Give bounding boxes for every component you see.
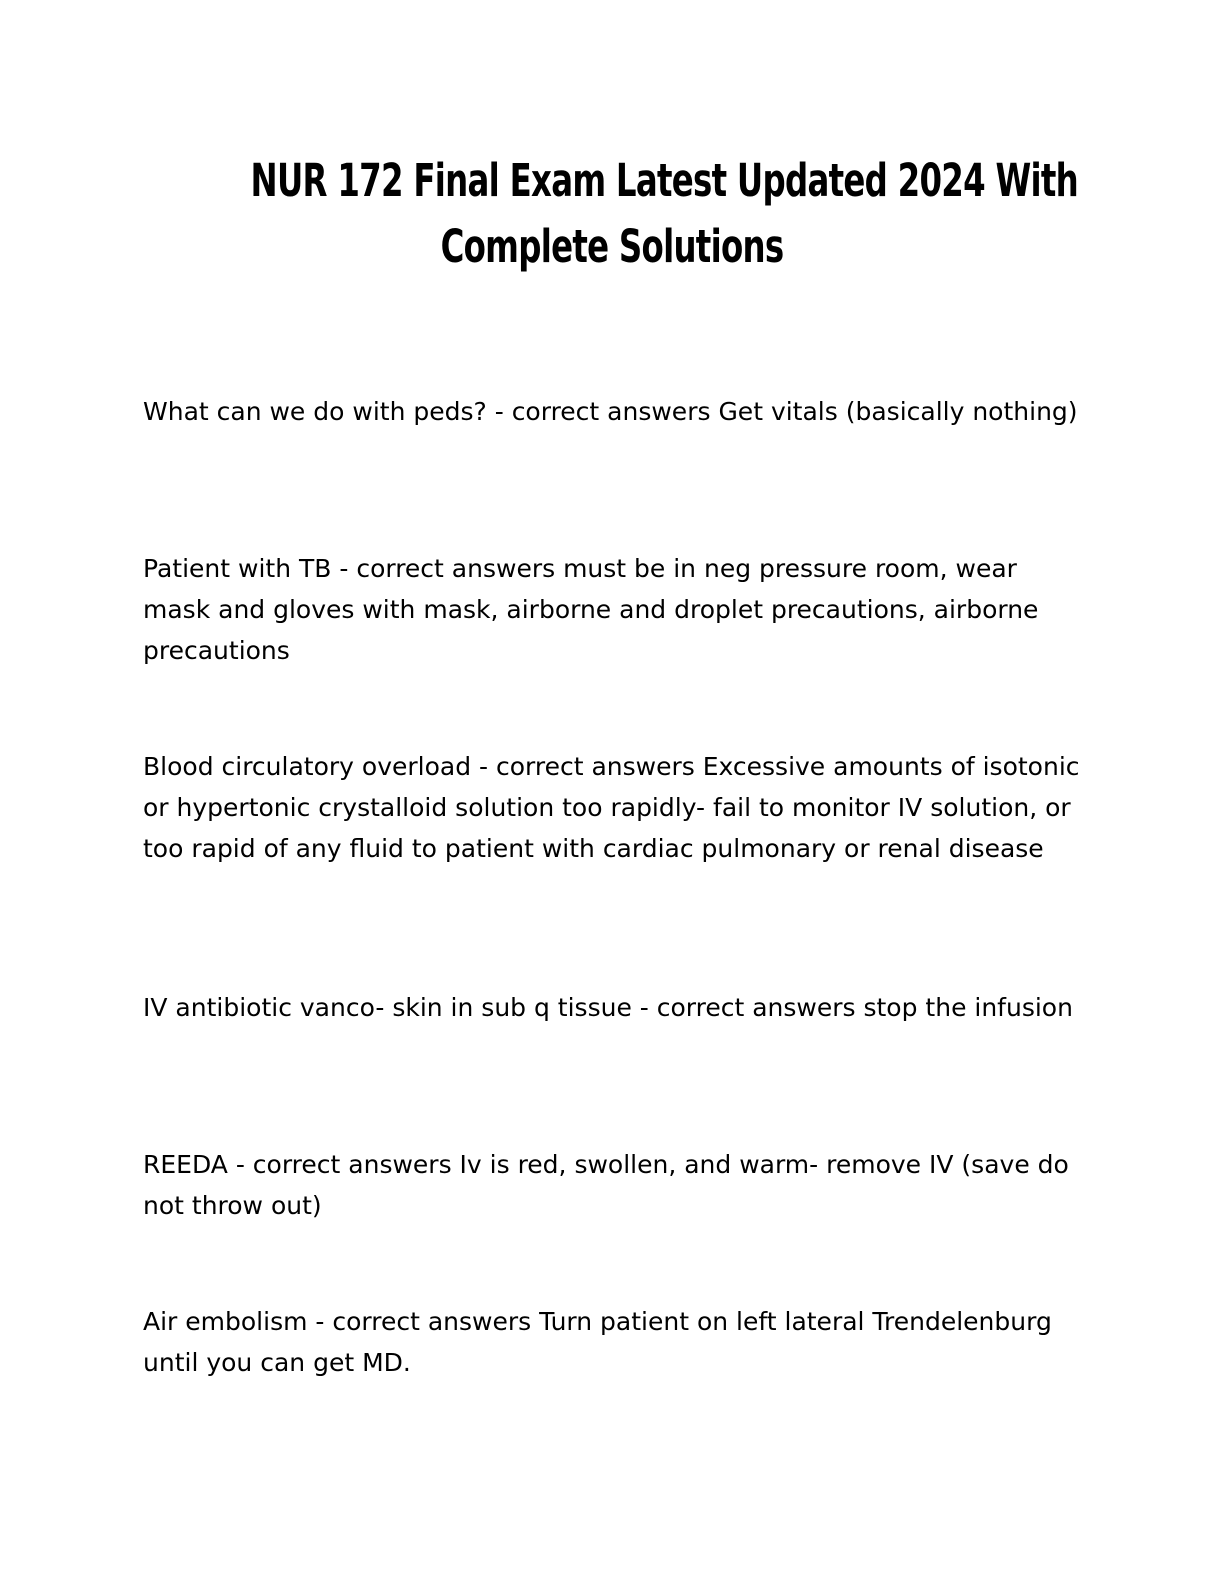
document-title bbox=[110, 148, 1114, 280]
title-line-2: Complete Solutions bbox=[440, 220, 784, 273]
qa-item: Blood circulatory overload - correct answers Excessive amounts of isotonic or hypertonic crystalloid solution too rapidly- fail to monitor IV solution, or too rapid of any fluid to patient with cardiac pulmonary or renal disease bbox=[143, 752, 1080, 863]
qa-item: REEDA - correct answers Iv is red, swollen, and warm- remove IV (save do not throw out) bbox=[143, 1150, 1069, 1220]
title-line-1: NUR 172 Final Exam Latest Updated 2024 With bbox=[250, 154, 1079, 207]
qa-item: What can we do with peds? - correct answers Get vitals (basically nothing) bbox=[143, 397, 1078, 426]
qa-item: IV antibiotic vanco- skin in sub q tissue - correct answers stop the infusion bbox=[143, 993, 1073, 1022]
qa-item: Patient with TB - correct answers must be in neg pressure room, wear mask and gloves with mask, airborne and droplet precautions, airborne precautions bbox=[143, 554, 1039, 665]
qa-item: Air embolism - correct answers Turn patient on left lateral Trendelenburg until you can get MD. bbox=[143, 1307, 1052, 1377]
